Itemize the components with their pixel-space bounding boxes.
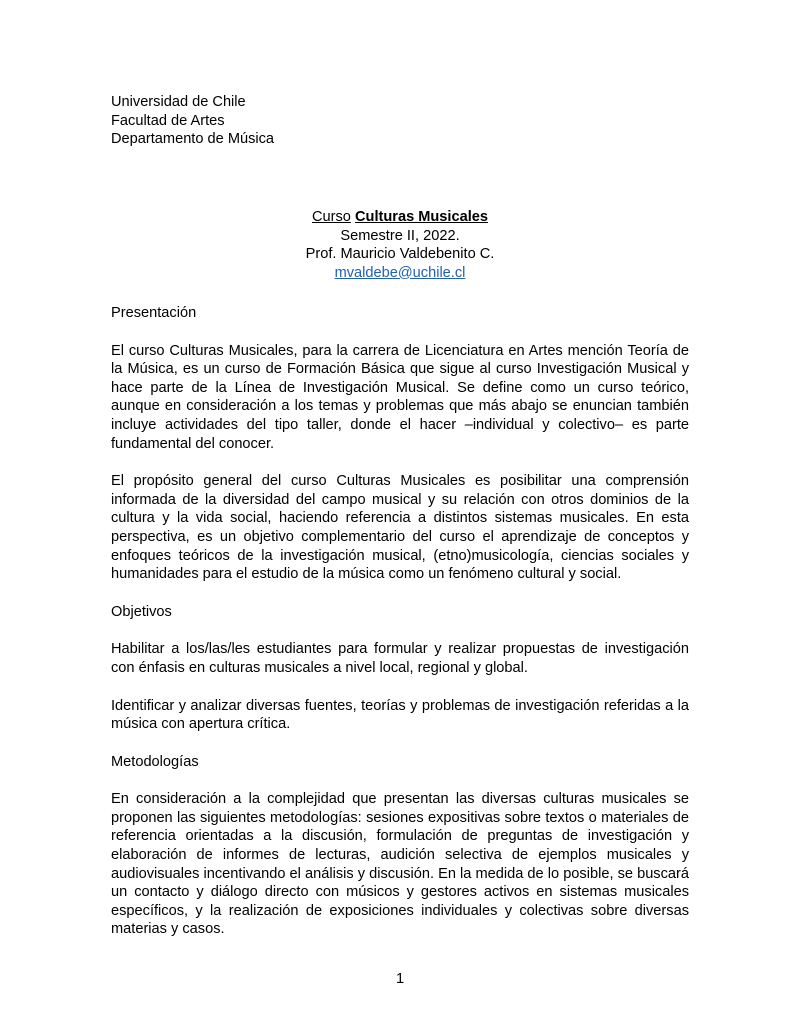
paragraph-objetivos-2: Identificar y analizar diversas fuentes, teorías y problemas de investigación referidas a la música con apertura crítica.: [111, 697, 689, 733]
course-title: [111, 208, 689, 227]
section-heading-metodologias: Metodologías: [111, 753, 199, 770]
course-semester: Semestre II, 2022.: [340, 227, 460, 244]
course-prefix: Curso: [311, 209, 351, 225]
paragraph-presentacion-1: El curso Culturas Musicales, para la carrera de Licenciatura en Artes mención Teoría de la Música, es un curso de Formación Básica que sigue al curso Investigación Musical y hace parte de la Línea de Investigación Musical. Se define como un curso teórico, aunque en consideración a los temas y problemas que más abajo se enuncian también incluye actividades del tipo taller, donde el hacer –individual y colectivo– es parte fundamental del conocer.: [111, 342, 689, 452]
course-professor: Prof. Mauricio Valdebenito C.: [305, 246, 495, 263]
faculty-name: Facultad de Artes: [111, 112, 225, 129]
course-name: Culturas Musicales: [354, 209, 488, 225]
paragraph-objetivos-1: Habilitar a los/las/les estudiantes para formular y realizar propuestas de investigación con énfasis en culturas musicales a nivel local, regional y global.: [111, 641, 689, 676]
department-name: Departamento de Música: [111, 131, 275, 148]
university-name: Universidad de Chile: [111, 94, 246, 110]
document-body: [111, 304, 689, 958]
course-info: [111, 208, 689, 282]
page-number: 1: [395, 971, 405, 987]
paragraph-metodologias-1: En consideración a la complejidad que presentan las diversas culturas musicales se proponen las siguientes metodologías: sesiones expositivas sobre textos o materiales de referencia orientadas a la discusión, formulación de preguntas de investigación y elaboración de informes de lecturas, audición selectiva de ejemplos musicales y audiovisuales incentivando el análisis y discusión. En la medida de lo posible, se buscará un contacto y diálogo directo con músicos y gestores activos en sistemas musicales específicos, y la realización de exposiciones individuales y colectivas sobre diversas materias y casos.: [111, 791, 689, 938]
section-heading-objetivos: Objetivos: [111, 603, 172, 620]
section-heading-presentacion: Presentación: [111, 305, 197, 321]
institution-header: [111, 93, 274, 149]
professor-email-link[interactable]: mvaldebe@uchile.cl: [334, 264, 466, 281]
paragraph-presentacion-2: El propósito general del curso Culturas Musicales es posibilitar una comprensión informada de la diversidad del campo musical y su relación con otros dominios de la cultura y la vida social, haciendo referencia a distintos sistemas musicales. En esta perspectiva, es un objetivo complementario del curso el aprendizaje de conceptos y enfoques teóricos de la investigación musical, (etno)musicología, ciencias sociales y humanidades para el estudio de la música como un fenómeno cultural y social.: [111, 473, 689, 583]
